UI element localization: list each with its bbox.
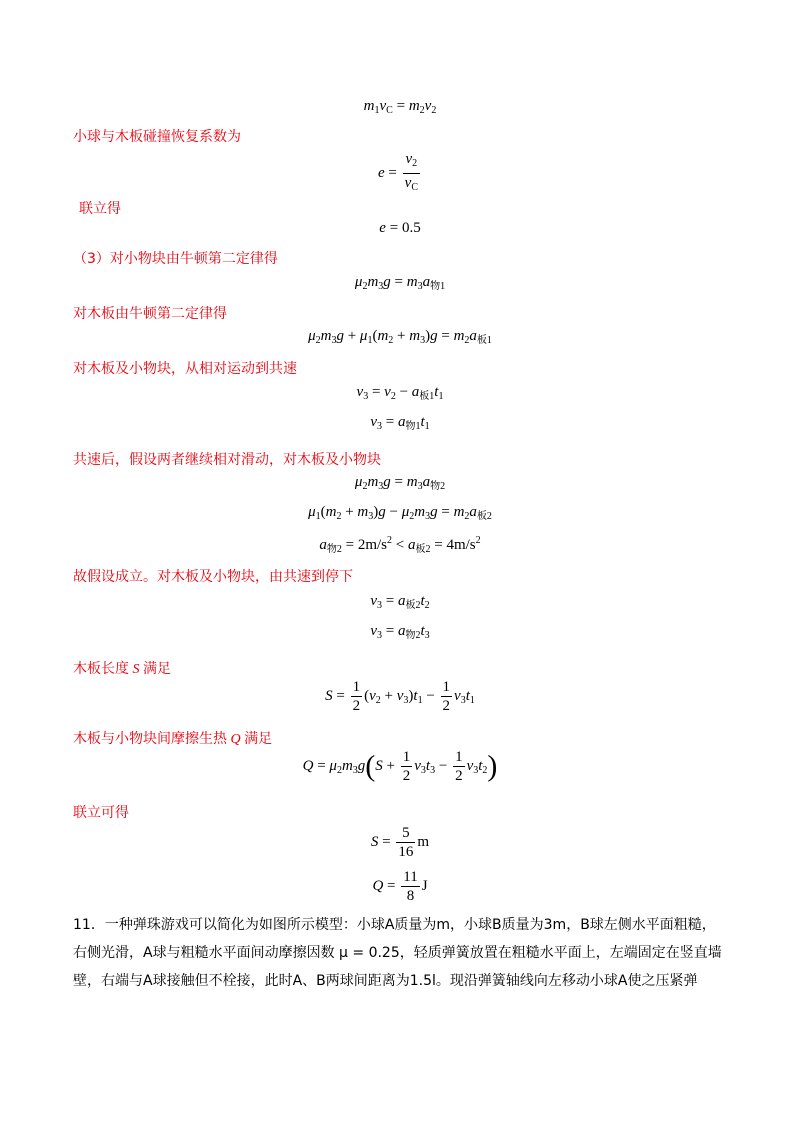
problem-11-line-3: 壁，右端与A球接触但不栓接，此时A、B两球间距离为1.5l。现沿弹簧轴线向左移动小球A使之压紧弹 (73, 973, 698, 989)
equation-Q-result: Q = $\frac{11}{8}$ J (372, 869, 428, 904)
equation-e-result: e = 0.5 (379, 220, 421, 236)
text-board-length-label: 木板长度 S 满足 (73, 661, 171, 677)
equation-acceleration-compare: $a_{物2} = 2m/s^2 < a_{板2} = 4m/s^2$ (319, 535, 481, 555)
equation-block-newton-2: $\mu_2m_3g = m_3a_{物2}$ (354, 474, 446, 492)
equation-block-newton: $\mu_2m_3g = m_3a_{物1}$ (354, 274, 446, 292)
equation-S-result: S = $\frac{5}{16}$ m (370, 825, 430, 860)
equation-v3-board: $v_3 = v_2 - a_{板1}t_1$ (356, 384, 444, 402)
equation-length-S: S = $\frac{1}{2}$ $(v_2 + v_3)t_1$ − $\frac{1}{2}$ $v_3t_1$ (325, 679, 475, 714)
text-result-label: 联立可得 (73, 805, 129, 821)
equation-v3-block-t3: $v_3 = a_{物2}t_3$ (370, 623, 430, 641)
equation-board-newton-2: $\mu_1(m_2 + m_3)g - \mu_2m_3g = m_2a_{板2}$ (308, 504, 492, 522)
equation-heat-Q: $Q = \mu_2m_3g(S$ + $\frac{1}{2}$ $v_3t_3$ − $\frac{1}{2}$ $v_3t_2$) (302, 749, 498, 784)
equation-v3-board-t2: $v_3 = a_{板2}t_2$ (370, 593, 430, 611)
text-combine-label: 联立得 (79, 201, 121, 217)
equation-restitution: e = $\frac{v_2}{v_C}$ (378, 151, 418, 193)
text-assumption-label: 共速后，假设两者继续相对滑动，对木板及小物块 (73, 452, 381, 468)
equation-v3-block: $v_3 = a_{物1}t_1$ (370, 414, 430, 432)
text-part3-label: （3）对小物块由牛顿第二定律得 (73, 251, 278, 267)
text-restitution-label: 小球与木板碰撞恢复系数为 (73, 129, 241, 145)
text-assumption-valid-label: 故假设成立。对木板及小物块，由共速到停下 (73, 569, 353, 585)
text-relative-motion-label: 对木板及小物块，从相对运动到共速 (73, 361, 297, 377)
problem-11-line-1: 11．一种弹珠游戏可以简化为如图所示模型：小球A质量为m，小球B质量为3m，B球左侧水平面粗糙， (73, 917, 716, 933)
text-board-newton-label: 对木板由牛顿第二定律得 (73, 306, 227, 322)
equation-board-newton: $\mu_2m_3g + \mu_1(m_2 + m_3)g = m_2a_{板1}$ (308, 328, 492, 346)
text-friction-heat-label: 木板与小物块间摩擦生热 Q 满足 (73, 731, 273, 747)
problem-11-line-2: 右侧光滑，A球与粗糙水平面间动摩擦因数 μ = 0.25，轻质弹簧放置在粗糙水平面上，左端固定在竖直墙 (73, 945, 722, 961)
equation-momentum: $m_1v_C = m_2v_2$ (363, 98, 437, 116)
